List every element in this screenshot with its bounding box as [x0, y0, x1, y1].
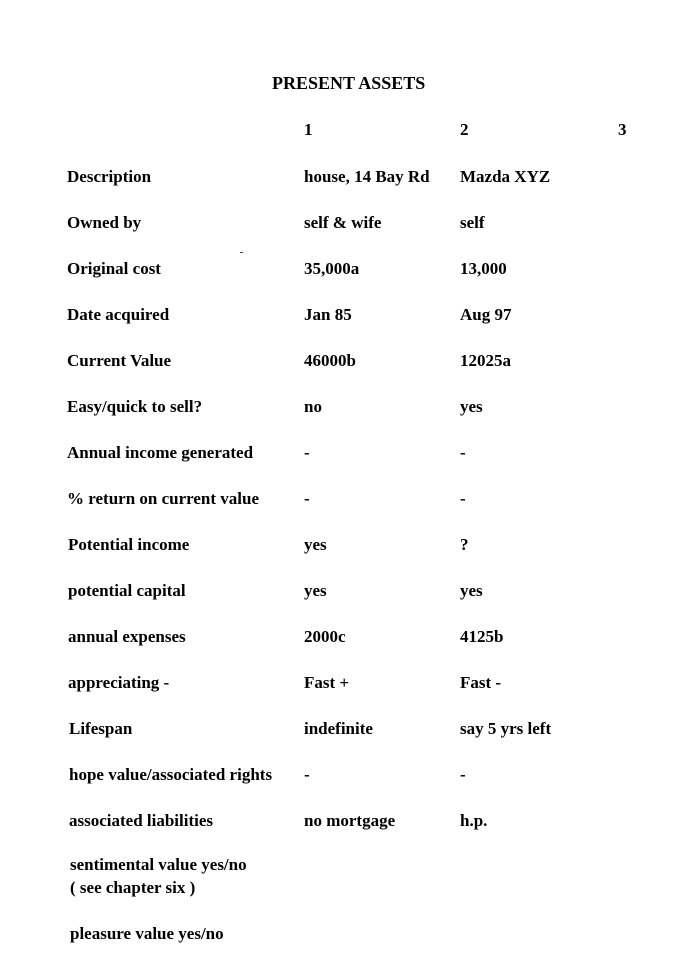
row-label: hope value/associated rights: [69, 765, 273, 784]
asset-2-value: Fast -: [460, 673, 502, 692]
row-label: Date acquired: [67, 305, 170, 324]
row-label: Owned by: [67, 213, 142, 232]
table-row: [0, 764, 695, 788]
column-header-3: 3: [618, 120, 627, 139]
asset-1-value: -: [304, 489, 310, 508]
asset-1-value: 2000c: [304, 627, 346, 646]
table-row: [0, 626, 695, 650]
asset-2-value: -: [460, 489, 466, 508]
table-row: [0, 166, 695, 190]
asset-1-value: yes: [304, 581, 327, 600]
asset-2-value: -: [460, 443, 466, 462]
page-title: PRESENT ASSETS: [272, 73, 426, 93]
asset-2-value: 4125b: [460, 627, 504, 646]
row-label: associated liabilities: [69, 811, 214, 830]
column-header-1: 1: [304, 120, 313, 139]
row-label: appreciating -: [68, 673, 170, 692]
asset-2-value: h.p.: [460, 811, 488, 830]
table-row: [0, 304, 695, 328]
asset-1-value: house, 14 Bay Rd: [304, 167, 430, 186]
asset-1-value: 35,000a: [304, 259, 360, 278]
row-label: Current Value: [67, 351, 172, 370]
table-row: [0, 488, 695, 512]
asset-1-value: -: [304, 765, 310, 784]
row-label: annual expenses: [68, 627, 186, 646]
table-row: [0, 258, 695, 282]
asset-1-value: yes: [304, 535, 327, 554]
table-row: [0, 350, 695, 374]
asset-1-value: no: [304, 397, 322, 416]
row-label: % return on current value: [67, 489, 260, 508]
asset-2-value: Aug 97: [460, 305, 512, 324]
row-label: Potential income: [68, 535, 190, 554]
asset-1-value: no mortgage: [304, 811, 396, 830]
asset-2-value: -: [460, 765, 466, 784]
pleasure-value-label: pleasure value yes/no: [70, 924, 224, 943]
asset-2-value: ?: [460, 535, 469, 554]
asset-2-value: yes: [460, 397, 483, 416]
table-row: [0, 672, 695, 696]
asset-1-value: 46000b: [304, 351, 356, 370]
table-row: [0, 580, 695, 604]
row-label: potential capital: [68, 581, 186, 600]
asset-2-value: 13,000: [460, 259, 507, 278]
row-label: Original cost: [67, 259, 161, 278]
table-row: [0, 718, 695, 742]
asset-1-value: self & wife: [304, 213, 382, 232]
asset-2-value: 12025a: [460, 351, 511, 370]
asset-2-value: yes: [460, 581, 483, 600]
table-row: [0, 396, 695, 420]
asset-2-value: self: [460, 213, 485, 232]
asset-2-value: say 5 yrs left: [460, 719, 552, 738]
table-row: [0, 212, 695, 236]
asset-1-value: -: [304, 443, 310, 462]
row-label: Lifespan: [69, 719, 133, 738]
asset-1-value: indefinite: [304, 719, 373, 738]
table-row: [0, 534, 695, 558]
column-header-2: 2: [460, 120, 469, 139]
stray-mark: [240, 252, 243, 253]
row-label: Annual income generated: [67, 443, 254, 462]
chapter-note: ( see chapter six ): [70, 878, 196, 897]
sentimental-value-label: sentimental value yes/no: [70, 855, 247, 874]
asset-1-value: Fast +: [304, 673, 350, 692]
row-label: Description: [67, 167, 152, 186]
table-row: [0, 810, 695, 834]
table-row: [0, 442, 695, 466]
asset-1-value: Jan 85: [304, 305, 352, 324]
row-label: Easy/quick to sell?: [67, 397, 203, 416]
asset-2-value: Mazda XYZ: [460, 167, 551, 186]
